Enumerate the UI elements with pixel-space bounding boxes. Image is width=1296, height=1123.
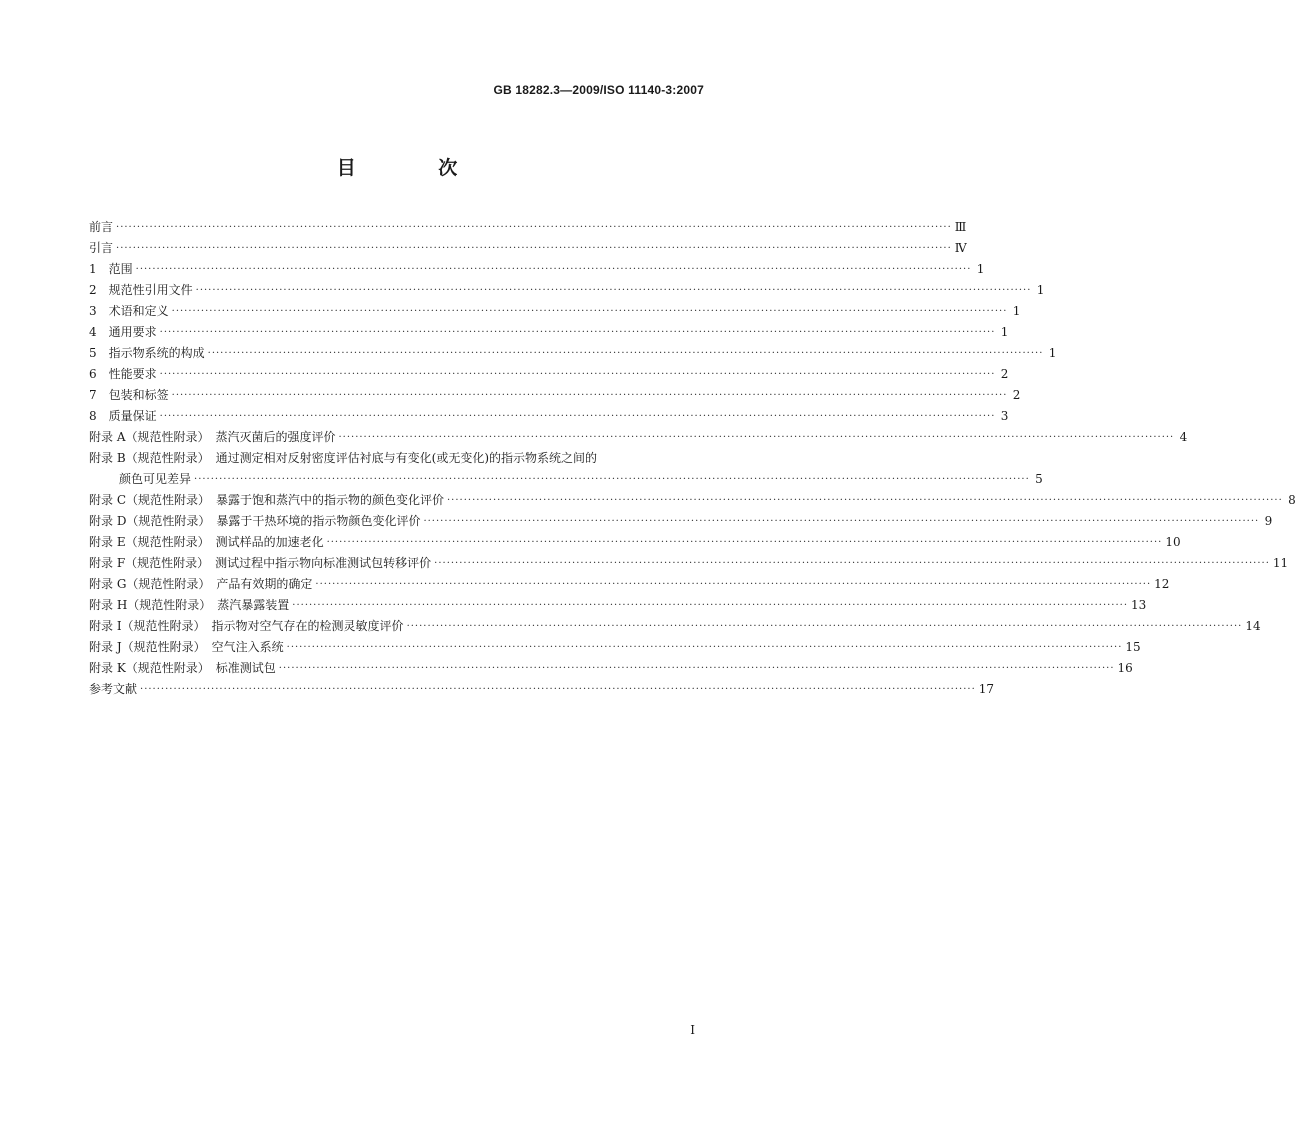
dot-leader: ········································································································································································································ <box>447 495 1283 506</box>
toc-entry-page: 4 <box>1179 430 1188 444</box>
toc-entry-text: 前言 <box>89 220 114 234</box>
toc-entry-page: 1 <box>1036 283 1045 297</box>
toc-entry-page: 17 <box>978 682 995 696</box>
table-of-contents <box>89 217 1296 700</box>
toc-entry-page: 16 <box>1117 661 1133 675</box>
toc-entry-2[interactable] <box>89 280 1045 301</box>
dot-leader: ········································································································································································································ <box>278 663 1115 674</box>
dot-leader: ········································································································································································································ <box>315 579 1152 590</box>
toc-entry-bibliography[interactable] <box>89 679 995 700</box>
toc-entry-7[interactable] <box>89 385 1021 406</box>
page-title: 目 次 <box>336 157 496 179</box>
dot-leader: ········································································································································································································ <box>406 621 1243 632</box>
toc-entry-annex-a[interactable] <box>89 427 1188 448</box>
toc-entry-annex-j[interactable] <box>89 637 1141 658</box>
toc-entry-page: 15 <box>1125 640 1141 654</box>
toc-entry-text: 附录 J（规范性附录） 空气注入系统 <box>89 640 284 654</box>
toc-entry-page: 3 <box>1000 409 1009 423</box>
toc-entry-annex-k[interactable] <box>89 658 1133 679</box>
toc-entry-text: 8 质量保证 <box>89 409 157 423</box>
toc-entry-annex-g[interactable] <box>89 574 1170 595</box>
dot-leader: ········································································································································································································ <box>292 600 1129 611</box>
toc-entry-page: 1 <box>1012 304 1021 318</box>
toc-entry-annex-c[interactable] <box>89 490 1296 511</box>
dot-leader: ········································································································································································································ <box>116 222 952 233</box>
toc-entry-text: 附录 F（规范性附录） 测试过程中指示物向标准测试包转移评价 <box>89 556 432 570</box>
toc-entry-8[interactable] <box>89 406 1009 427</box>
toc-entry-text: 7 包装和标签 <box>89 388 169 402</box>
dot-leader: ········································································································································································································ <box>207 348 1044 359</box>
toc-entry-text: 参考文献 <box>89 682 138 696</box>
toc-entry-page: 13 <box>1131 598 1147 612</box>
dot-leader: ········································································································································································································ <box>194 474 1030 485</box>
toc-entry-annex-b[interactable] <box>89 448 705 469</box>
toc-entry-text: 附录 C（规范性附录） 暴露于饱和蒸汽中的指示物的颜色变化评价 <box>89 493 444 507</box>
toc-entry-5[interactable] <box>89 343 1057 364</box>
dot-leader: ········································································································································································································ <box>135 264 972 275</box>
dot-leader: ········································································································································································································ <box>140 684 976 695</box>
toc-entry-text: 4 通用要求 <box>89 325 157 339</box>
toc-entry-text: 附录 H（规范性附录） 蒸汽暴露装置 <box>89 598 290 612</box>
toc-entry-annex-f[interactable] <box>89 553 1289 574</box>
toc-entry-page: 10 <box>1165 535 1181 549</box>
dot-leader: ········································································································································································································ <box>326 537 1163 548</box>
dot-leader: ········································································································································································································ <box>116 243 952 254</box>
dot-leader: ········································································································································································································ <box>171 390 1008 401</box>
toc-entry-page: Ⅲ <box>954 220 967 234</box>
toc-entry-text: 6 性能要求 <box>89 367 157 381</box>
toc-entry-text: 附录 K（规范性附录） 标准测试包 <box>89 661 276 675</box>
toc-entry-page: 14 <box>1245 619 1261 633</box>
toc-entry-text: 附录 E（规范性附录） 测试样品的加速老化 <box>89 535 324 549</box>
toc-entry-annex-d[interactable] <box>89 511 1273 532</box>
dot-leader: ········································································································································································································ <box>159 369 996 380</box>
toc-entry-annex-i[interactable] <box>89 616 1261 637</box>
toc-entry-annex-e[interactable] <box>89 532 1181 553</box>
dot-leader: ········································································································································································································ <box>159 327 996 338</box>
toc-entry-text: 引言 <box>89 241 114 255</box>
toc-entry-6[interactable] <box>89 364 1009 385</box>
toc-entry-text: 1 范围 <box>89 262 133 276</box>
toc-entry-4[interactable] <box>89 322 1009 343</box>
dot-leader: ········································································································································································································ <box>171 306 1008 317</box>
toc-entry-text: 附录 D（规范性附录） 暴露于干热环境的指示物颜色变化评价 <box>89 514 421 528</box>
toc-entry-text: 附录 I（规范性附录） 指示物对空气存在的检测灵敏度评价 <box>89 619 404 633</box>
dot-leader: ········································································································································································································ <box>423 516 1260 527</box>
toc-entry-text: 附录 B（规范性附录） 通过测定相对反射密度评估衬底与有变化(或无变化)的指示物系统之间的 <box>89 451 597 465</box>
toc-entry-page: 5 <box>1035 472 1043 486</box>
page-number: Ⅰ <box>690 1023 695 1037</box>
toc-entry-page: 1 <box>976 262 985 276</box>
toc-entry-text: 附录 G（规范性附录） 产品有效期的确定 <box>89 577 313 591</box>
dot-leader: ········································································································································································································ <box>434 558 1270 569</box>
toc-entry-introduction[interactable] <box>89 238 967 259</box>
toc-entry-page: 2 <box>1012 388 1021 402</box>
toc-entry-3[interactable] <box>89 301 1021 322</box>
toc-entry-page: Ⅳ <box>954 241 967 255</box>
toc-entry-page: 1 <box>1000 325 1009 339</box>
dot-leader: ········································································································································································································ <box>286 642 1123 653</box>
dot-leader: ········································································································································································································ <box>195 285 1032 296</box>
toc-entry-text: 3 术语和定义 <box>89 304 169 318</box>
toc-entry-1[interactable] <box>89 259 985 280</box>
toc-entry-page: 11 <box>1272 556 1289 570</box>
toc-entry-annex-b-continuation[interactable] <box>89 469 1043 490</box>
toc-entry-text: 5 指示物系统的构成 <box>89 346 205 360</box>
toc-entry-page: 1 <box>1048 346 1057 360</box>
toc-entry-annex-h[interactable] <box>89 595 1147 616</box>
dot-leader: ········································································································································································································ <box>338 432 1175 443</box>
toc-entry-text: 附录 A（规范性附录） 蒸汽灭菌后的强度评价 <box>89 430 336 444</box>
toc-entry-continuation-text: 颜色可见差异 <box>119 472 192 486</box>
toc-entry-page: 9 <box>1264 514 1273 528</box>
toc-entry-text: 2 规范性引用文件 <box>89 283 193 297</box>
dot-leader: ········································································································································································································ <box>159 411 996 422</box>
toc-entry-foreword[interactable] <box>89 217 967 238</box>
toc-entry-page: 2 <box>1000 367 1009 381</box>
standard-code: GB 18282.3—2009/ISO 11140-3:2007 <box>493 83 704 97</box>
toc-entry-page: 12 <box>1154 577 1170 591</box>
toc-entry-page: 8 <box>1288 493 1296 507</box>
